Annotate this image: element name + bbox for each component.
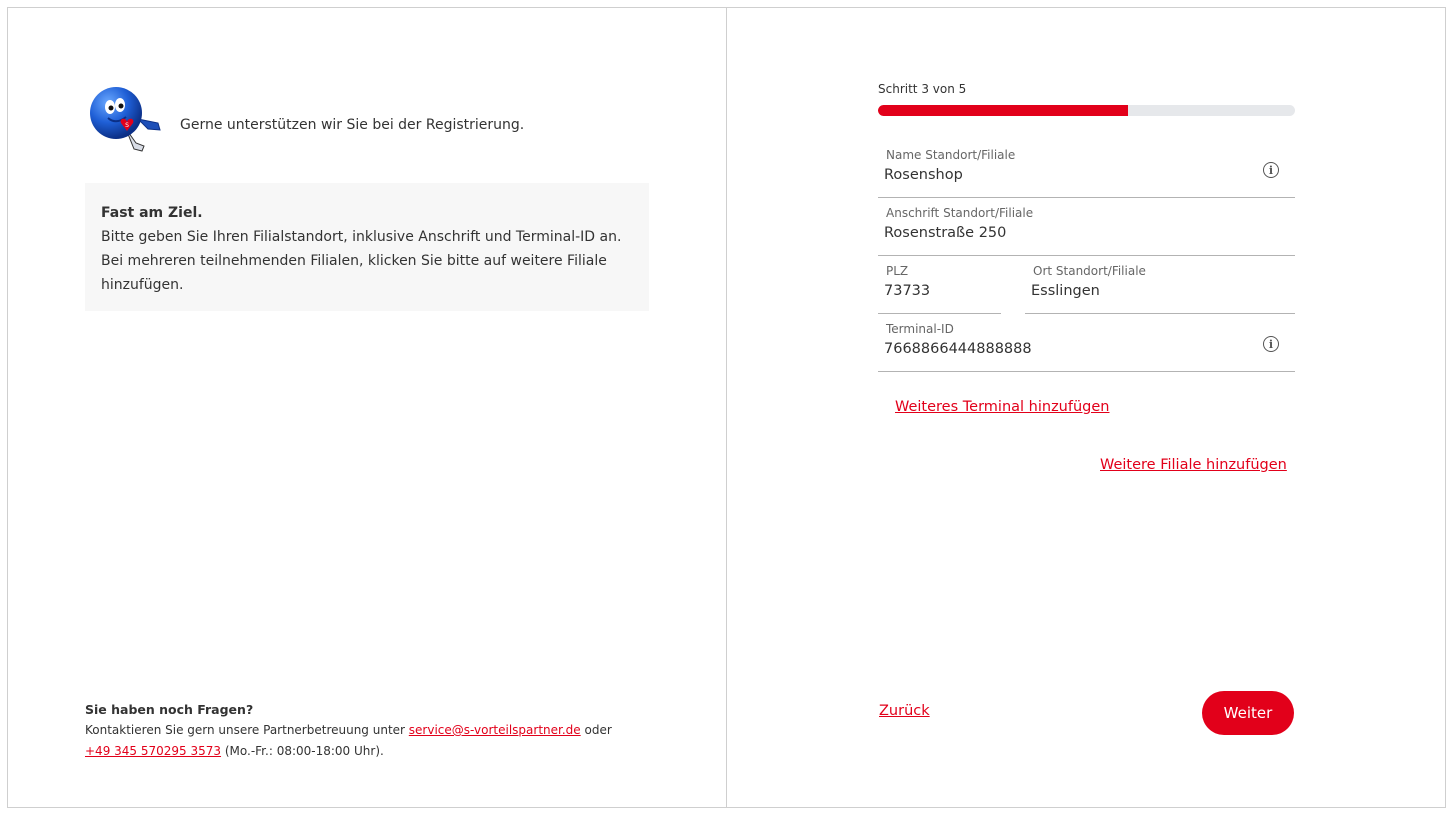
- faq-line-2: [85, 741, 612, 762]
- phone-link[interactable]: +49 345 570295 3573: [85, 744, 222, 758]
- city-input[interactable]: [1031, 283, 1261, 299]
- info-icon[interactable]: i: [1263, 336, 1279, 352]
- address-input[interactable]: [884, 225, 1238, 241]
- intro-text: Gerne unterstützen wir Sie bei der Registrierung.: [180, 117, 525, 133]
- info-box-body: Bitte geben Sie Ihren Filialstandort, inklusive Anschrift und Terminal-ID an. Bei mehreren teilnehmenden Filialen, klicken Sie bitte auf weitere Filiale hinzufügen.: [101, 229, 622, 293]
- faq-section: [85, 699, 612, 762]
- city-field[interactable]: [1025, 264, 1295, 314]
- terminal-field-label: Terminal-ID: [886, 322, 954, 336]
- terminal-field[interactable]: [878, 322, 1295, 372]
- email-link[interactable]: service@s-vorteilspartner.de: [408, 723, 581, 737]
- faq-text-mid: oder: [580, 723, 612, 737]
- faq-text-after: (Mo.-Fr.: 08:00-18:00 Uhr).: [221, 744, 384, 758]
- name-field-label: Name Standort/Filiale: [886, 148, 1016, 162]
- mascot-icon: [86, 85, 166, 155]
- terminal-input[interactable]: [884, 341, 1238, 357]
- address-field-label: Anschrift Standort/Filiale: [886, 206, 1034, 220]
- plz-input[interactable]: [884, 283, 989, 299]
- svg-text:S: S: [125, 122, 129, 129]
- faq-line-1: [85, 720, 612, 741]
- info-box: [85, 183, 649, 311]
- address-field[interactable]: [878, 206, 1295, 256]
- add-terminal-link[interactable]: Weiteres Terminal hinzufügen: [895, 399, 1110, 415]
- info-icon[interactable]: i: [1263, 162, 1279, 178]
- plz-field[interactable]: [878, 264, 1001, 314]
- next-button[interactable]: Weiter: [1202, 691, 1294, 735]
- city-field-label: Ort Standort/Filiale: [1033, 264, 1146, 278]
- faq-text-before: Kontaktieren Sie gern unsere Partnerbetreuung unter: [85, 723, 409, 737]
- name-input[interactable]: [884, 167, 1238, 183]
- name-field[interactable]: [878, 148, 1295, 198]
- progress-bar: [878, 105, 1295, 116]
- faq-question: Sie haben noch Fragen?: [85, 702, 254, 717]
- step-label: Schritt 3 von 5: [878, 82, 967, 96]
- add-branch-link[interactable]: Weitere Filiale hinzufügen: [1100, 457, 1287, 473]
- pane-divider: [726, 7, 727, 808]
- progress-fill: [878, 105, 1128, 116]
- plz-field-label: PLZ: [886, 264, 909, 278]
- back-link[interactable]: Zurück: [879, 703, 930, 719]
- info-box-title: Fast am Ziel.: [101, 205, 203, 221]
